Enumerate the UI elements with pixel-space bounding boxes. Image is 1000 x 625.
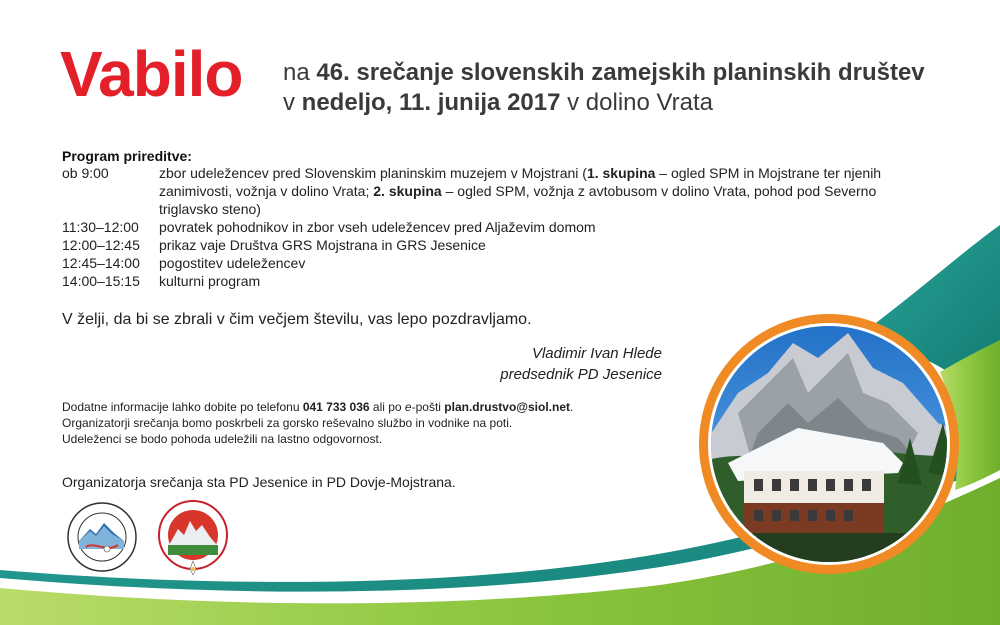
desc-line1-end: – ogled SPM in Mojstrane ter njenih <box>655 165 882 181</box>
program-time: 12:00–12:45 <box>62 237 140 253</box>
event-name: 46. srečanje slovenskih zamejskih planinskih društev <box>316 59 925 86</box>
email-address: plan.drustvo@siol.net <box>444 400 571 414</box>
desc-line3: triglavsko steno) <box>159 201 261 217</box>
pd-jesenice-logo <box>66 501 138 573</box>
rescue-info: Organizatorji srečanja bomo poskrbeli za gorsko reševalno službo in vodnike na poti. <box>62 416 513 430</box>
contact-mid: ali po <box>369 400 405 414</box>
event-name-line <box>283 58 925 88</box>
contact-prefix: Dodatne informacije lahko dobite po telefonu <box>62 400 303 414</box>
contact-end: . <box>570 400 574 414</box>
program-description: pogostitev udeležencev <box>159 255 306 271</box>
program-time: 14:00–15:15 <box>62 273 140 289</box>
invitation-title: Vabilo <box>60 38 243 110</box>
event-location: v dolino Vrata <box>560 89 713 116</box>
program-time: ob 9:00 <box>62 165 109 181</box>
program-time: 11:30–12:00 <box>62 219 139 235</box>
program-heading: Program prireditve: <box>62 148 192 164</box>
liability-info: Udeleženci se bodo pohoda udeležili na lastno odgovornost. <box>62 432 383 446</box>
event-date-line <box>283 88 713 118</box>
greeting-text: V želji, da bi se zbrali v čim večjem številu, vas lepo pozdravljamo. <box>62 311 532 328</box>
program-description: prikaz vaje Društva GRS Mojstrana in GRS Jesenice <box>159 237 486 253</box>
contact-e-prefix: e <box>404 400 412 414</box>
contact-info <box>62 399 573 415</box>
program-description <box>159 164 899 218</box>
program-description: kulturni program <box>159 273 261 289</box>
signature-name: Vladimir Ivan Hlede <box>531 345 662 362</box>
event-date: nedeljo, 11. junija 2017 <box>301 89 561 116</box>
date-prefix: v <box>283 89 302 116</box>
organizers-text: Organizatorja srečanja sta PD Jesenice in PD Dovje-Mojstrana. <box>62 474 456 490</box>
group1-label: 1. skupina <box>586 165 656 181</box>
program-time: 12:45–14:00 <box>62 255 140 271</box>
contact-mail-word: -pošti <box>411 400 445 414</box>
group2-label: 2. skupina <box>373 183 442 199</box>
desc-line2-end: – ogled SPM, vožnja z avtobusom v dolino Vrata, pohod pod Severno <box>441 183 877 199</box>
desc-line2: zanimivosti, vožnja v dolino Vrata; <box>159 183 374 199</box>
pd-dovje-mojstrana-logo <box>156 499 230 577</box>
phone-number: 041 733 036 <box>302 400 370 414</box>
signature-title: predsednik PD Jesenice <box>500 366 662 383</box>
desc-line1: zbor udeležencev pred Slovenskim planinskim muzejem v Mojstrani ( <box>159 165 587 181</box>
program-description: povratek pohodnikov in zbor vseh udeležencev pred Aljaževim domom <box>159 219 596 235</box>
aljazev-dom-photo <box>698 313 960 575</box>
event-prefix: na <box>283 59 317 86</box>
